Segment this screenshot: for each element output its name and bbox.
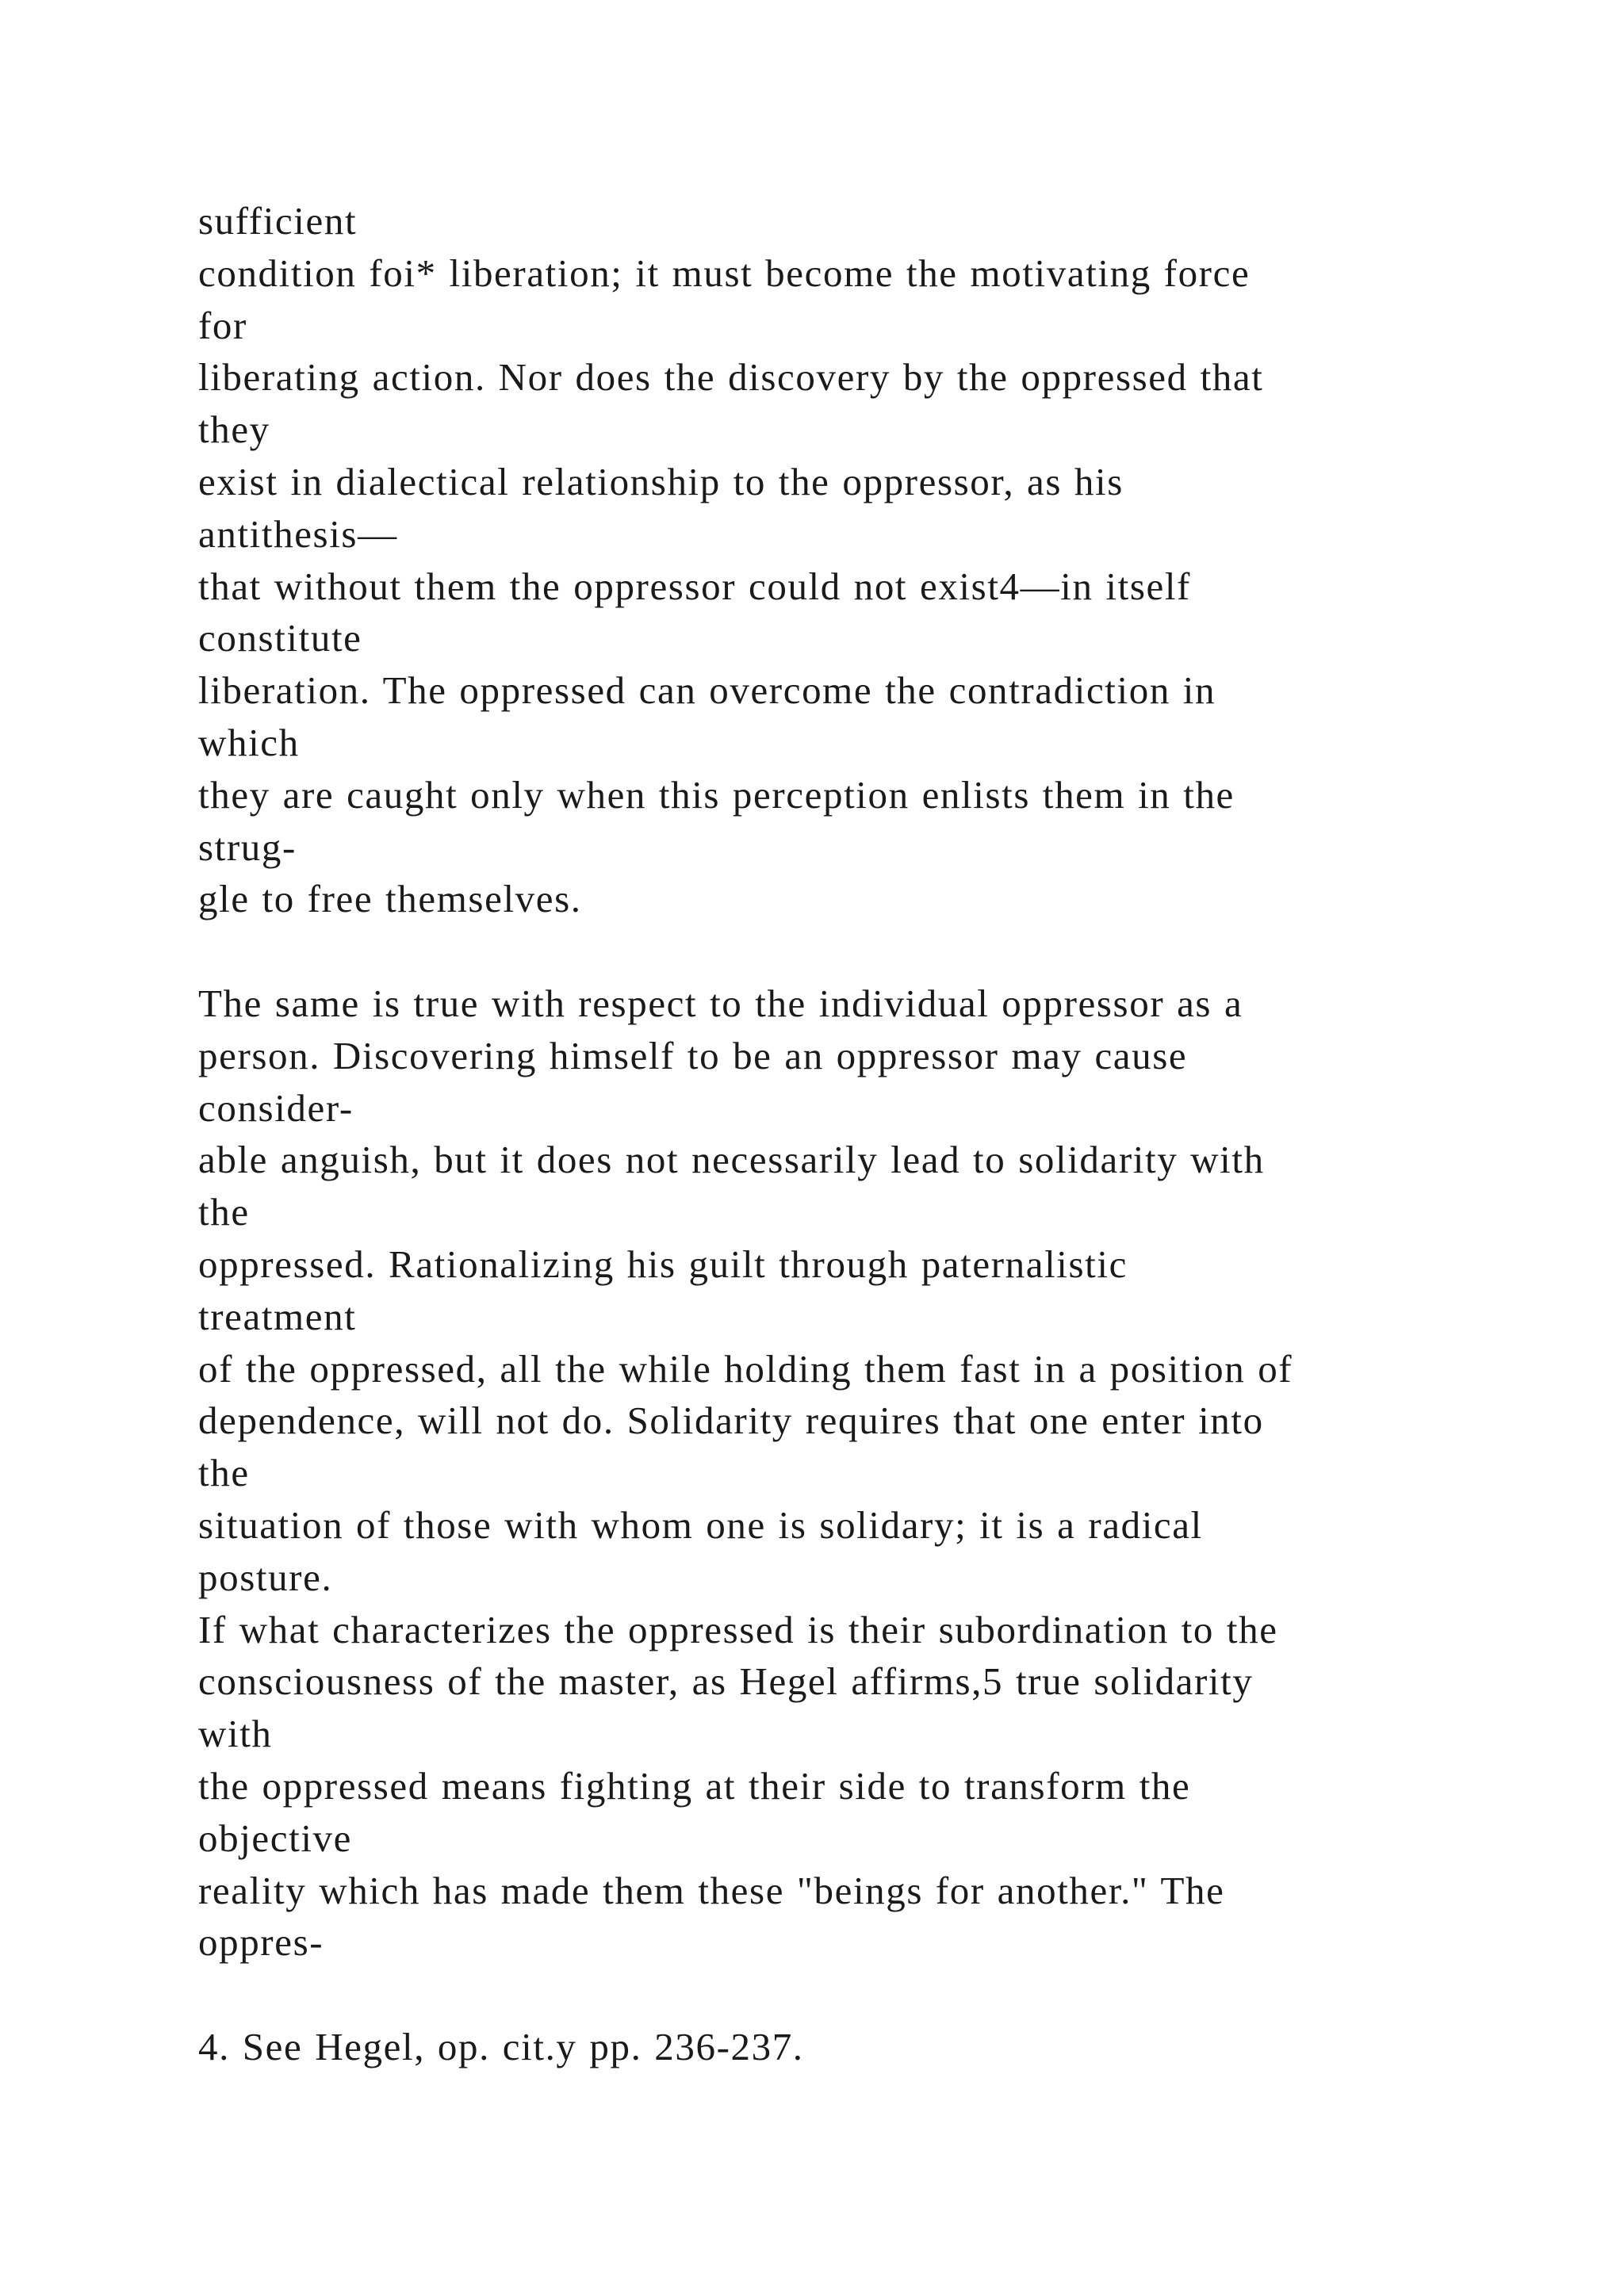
text-line: situation of those with whom one is solidary; it is a radical	[198, 1502, 1203, 1547]
text-line: person. Discovering himself to be an oppressor may cause	[198, 1033, 1188, 1077]
text-line: the oppressed means fighting at their side to transform the	[198, 1763, 1191, 1808]
text-line: reality which has made them these "beings for another." The	[198, 1868, 1225, 1912]
text-line: they	[198, 408, 270, 452]
text-line: sufficient	[198, 199, 358, 243]
text-line: that without them the oppressor could not exist4—in itself	[198, 564, 1191, 608]
text-line: with	[198, 1712, 273, 1756]
text-line: consciousness of the master, as Hegel affirms,5 true solidarity	[198, 1659, 1254, 1704]
text-line: which	[198, 720, 300, 764]
text-line: condition foi* liberation; it must become the motivating force	[198, 251, 1251, 295]
text-line: If what characterizes the oppressed is their subordination to the	[198, 1607, 1278, 1651]
text-line: posture.	[198, 1555, 333, 1599]
text-line: strug-	[198, 825, 297, 869]
paragraph-2	[198, 978, 1546, 1969]
paragraph-1	[198, 195, 1546, 925]
text-line: dependence, will not do. Solidarity requires that one enter into	[198, 1399, 1264, 1443]
text-line: antithesis—	[198, 511, 398, 556]
text-line: oppressed. Rationalizing his guilt through paternalistic	[198, 1242, 1128, 1286]
text-line: able anguish, but it does not necessarily lead to solidarity with	[198, 1138, 1265, 1182]
text-line: for	[198, 303, 247, 347]
text-line: oppres-	[198, 1920, 324, 1965]
text-line: exist in dialectical relationship to the oppressor, as his	[198, 459, 1124, 503]
text-line: of the oppressed, all the while holding them fast in a position of	[198, 1346, 1293, 1391]
footnote: 4. See Hegel, op. cit.y pp. 236-237.	[198, 2024, 804, 2068]
text-line: objective	[198, 1816, 352, 1860]
text-line: the	[198, 1451, 250, 1495]
body-text	[198, 195, 1546, 2073]
text-line: treatment	[198, 1294, 357, 1338]
text-line: they are caught only when this perception enlists them in the	[198, 772, 1235, 817]
text-line: liberation. The oppressed can overcome the contradiction in	[198, 668, 1216, 713]
text-line: liberating action. Nor does the discovery by the oppressed that	[198, 355, 1264, 400]
text-line: the	[198, 1190, 250, 1234]
text-line: gle to free themselves.	[198, 877, 582, 921]
text-line: consider-	[198, 1085, 354, 1130]
paragraph-gap	[198, 1969, 1546, 2021]
paragraph-gap	[198, 925, 1546, 978]
text-line: constitute	[198, 616, 362, 660]
text-line: The same is true with respect to the individual oppressor as a	[198, 981, 1243, 1025]
